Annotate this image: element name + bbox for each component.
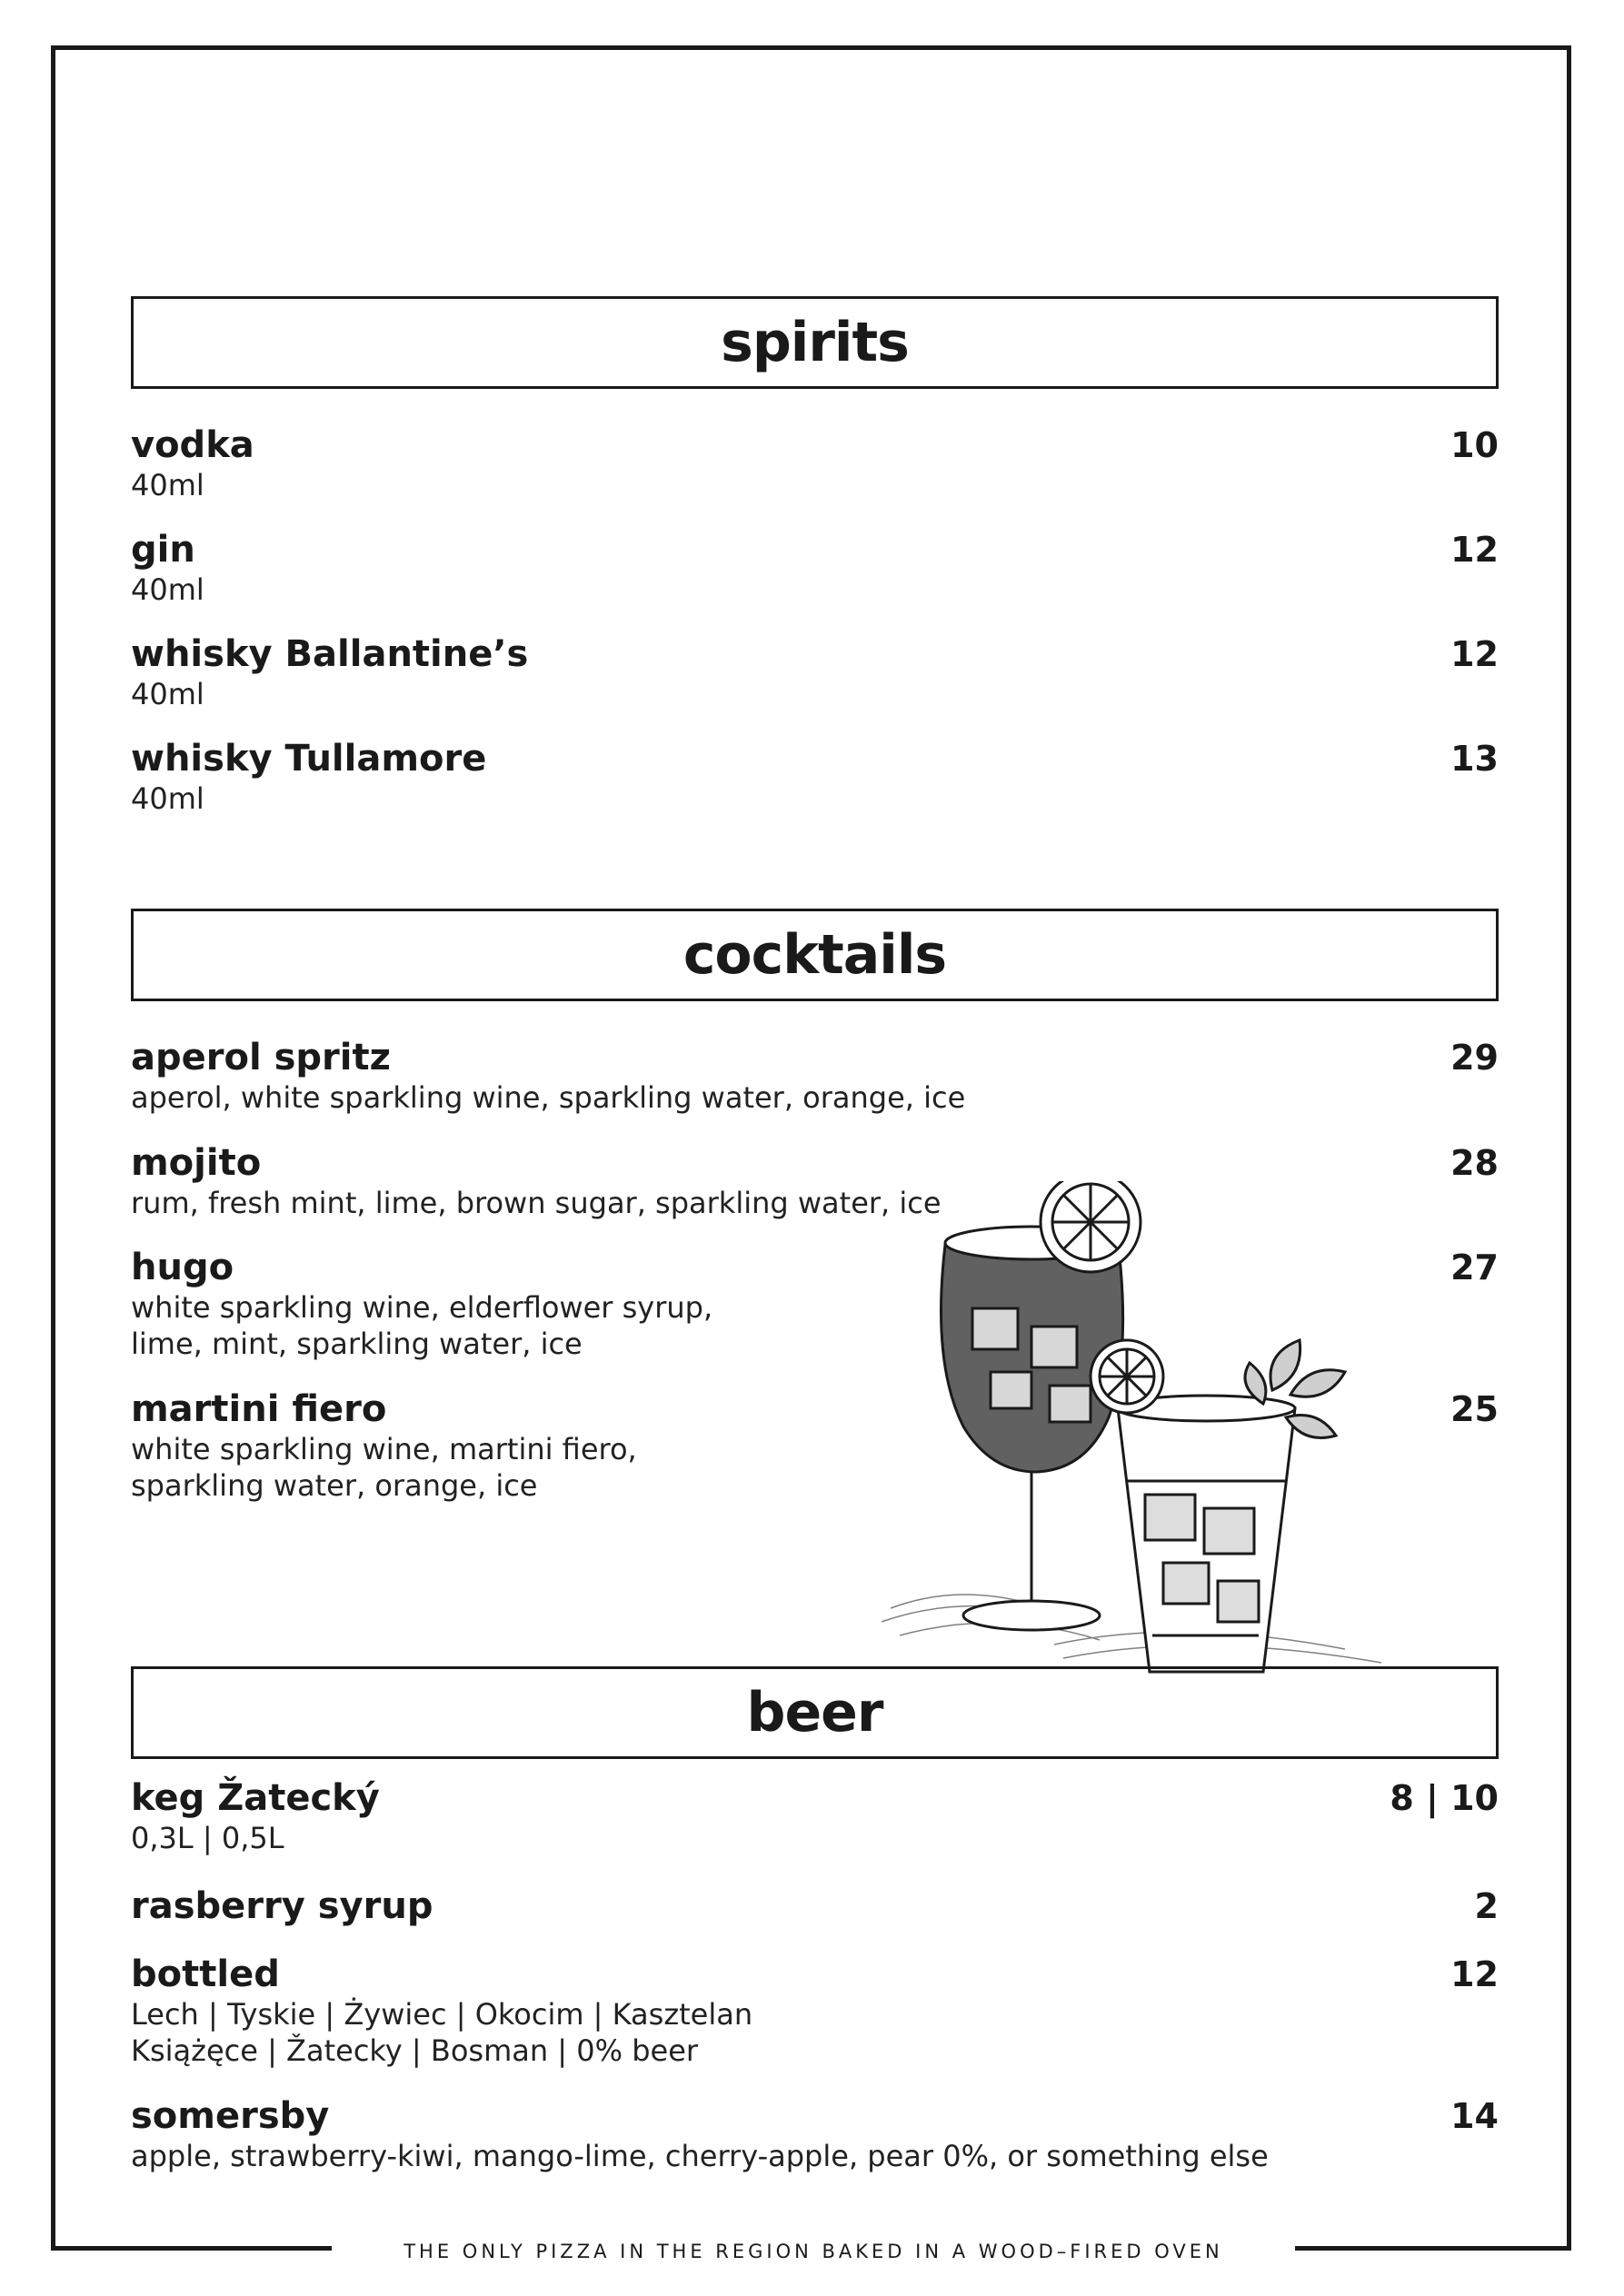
footer-tagline: THE ONLY PIZZA IN THE REGION BAKED IN A WOOD–FIRED OVEN — [404, 2241, 1223, 2262]
item-name: hugo — [131, 1247, 234, 1288]
item-desc: aperol, white sparkling wine, sparkling water, orange, ice — [131, 1080, 966, 1115]
section-header-spirits: spirits — [131, 296, 1499, 389]
item-price: 28 — [1450, 1143, 1499, 1183]
item-desc: 40ml — [131, 468, 204, 502]
item-desc: white sparkling wine, martini fiero, — [131, 1432, 637, 1466]
item-price: 29 — [1450, 1038, 1499, 1078]
item-name: bottled — [131, 1953, 280, 1995]
menu-item — [131, 1036, 1499, 1116]
cocktail-glasses-illustration — [836, 1181, 1418, 1690]
menu-item — [131, 1776, 1499, 1856]
item-price: 12 — [1450, 530, 1499, 570]
wine-glass — [942, 1227, 1123, 1630]
item-price: 2 — [1474, 1886, 1499, 1926]
item-name: whisky Tullamore — [131, 738, 487, 780]
item-name: martini fiero — [131, 1388, 387, 1430]
lime-slice-icon — [1091, 1340, 1163, 1413]
item-desc: apple, strawberry-kiwi, mango-lime, cherry-apple, pear 0%, or something else — [131, 2139, 1269, 2173]
item-desc: 0,3L | 0,5L — [131, 1821, 284, 1855]
item-desc: rum, fresh mint, lime, brown sugar, sparkling water, ice — [131, 1186, 942, 1220]
item-price: 12 — [1450, 1954, 1499, 1994]
item-desc: lime, mint, sparkling water, ice — [131, 1327, 583, 1361]
item-desc: 40ml — [131, 781, 204, 816]
item-desc: 40ml — [131, 572, 204, 607]
item-price: 14 — [1450, 2096, 1499, 2136]
item-name: somersby — [131, 2095, 330, 2137]
item-desc: Lech | Tyskie | Żywiec | Okocim | Kasztelan — [131, 1997, 753, 2032]
menu-item — [131, 423, 1499, 503]
item-desc: 40ml — [131, 677, 204, 711]
shadow-hatching — [882, 1595, 1381, 1663]
item-price: 13 — [1450, 739, 1499, 779]
menu-item — [131, 737, 1499, 817]
item-price: 12 — [1450, 634, 1499, 674]
menu-item — [131, 1884, 1499, 1928]
item-price: 25 — [1450, 1389, 1499, 1429]
orange-slice-icon — [1041, 1181, 1141, 1272]
section-header-cocktails: cocktails — [131, 909, 1499, 1001]
section-header-beer: beer — [131, 1666, 1499, 1759]
item-name: mojito — [131, 1142, 262, 1184]
item-name: whisky Ballantine’s — [131, 633, 529, 675]
item-price: 8 | 10 — [1390, 1778, 1499, 1818]
menu-item — [131, 528, 1499, 608]
item-price: 10 — [1450, 425, 1499, 465]
item-name: aperol spritz — [131, 1037, 391, 1078]
item-price: 27 — [1450, 1247, 1499, 1287]
item-desc: Książęce | Žatecky | Bosman | 0% beer — [131, 2033, 699, 2068]
item-desc: white sparkling wine, elderflower syrup, — [131, 1290, 713, 1325]
menu-item — [131, 632, 1499, 712]
item-name: vodka — [131, 424, 254, 466]
menu-item — [131, 1953, 1499, 2069]
item-name: keg Žatecký — [131, 1777, 380, 1819]
item-desc: sparkling water, orange, ice — [131, 1468, 538, 1503]
item-name: rasberry syrup — [131, 1885, 433, 1927]
highball-glass — [1117, 1396, 1295, 1672]
menu-item — [131, 2094, 1499, 2174]
item-name: gin — [131, 529, 195, 571]
